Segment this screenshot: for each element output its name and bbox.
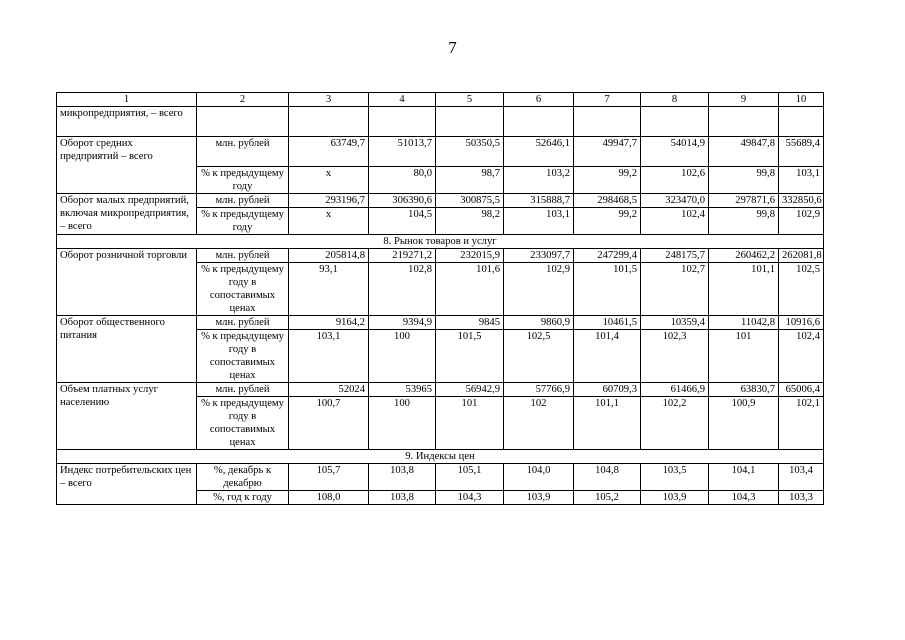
value-cell: 108,0 (289, 491, 369, 505)
value-cell: 248175,7 (641, 249, 709, 263)
table-row (57, 137, 824, 167)
value-cell (369, 107, 436, 137)
value-cell: 104,1 (709, 464, 779, 491)
unit-cell: % к предыдущему году (197, 208, 289, 235)
value-cell: 9394,9 (369, 316, 436, 330)
value-cell: 102,5 (504, 330, 574, 383)
value-cell: 102,2 (641, 397, 709, 450)
value-cell: 260462,2 (709, 249, 779, 263)
value-cell: 102,5 (779, 263, 824, 316)
value-cell: 11042,8 (709, 316, 779, 330)
value-cell: 102 (504, 397, 574, 450)
value-cell: 9860,9 (504, 316, 574, 330)
table-row (57, 316, 824, 330)
value-cell: 10359,4 (641, 316, 709, 330)
unit-cell: % к предыдущему году в сопоставимых ценах (197, 330, 289, 383)
value-cell: 102,7 (641, 263, 709, 316)
value-cell: 93,1 (289, 263, 369, 316)
value-cell: 53965 (369, 383, 436, 397)
value-cell (779, 107, 824, 137)
unit-cell: %, год к году (197, 491, 289, 505)
unit-cell: % к предыдущему году (197, 167, 289, 194)
value-cell: 61466,9 (641, 383, 709, 397)
value-cell: 99,8 (709, 167, 779, 194)
value-cell: 104,3 (709, 491, 779, 505)
header-cell: 4 (369, 93, 436, 107)
value-cell: 101,4 (574, 330, 641, 383)
value-cell: 56942,9 (436, 383, 504, 397)
value-cell: 102,4 (779, 330, 824, 383)
section-title: 9. Индексы цен (57, 450, 824, 464)
value-cell: 55689,4 (779, 137, 824, 167)
header-cell: 5 (436, 93, 504, 107)
unit-cell: млн. рублей (197, 137, 289, 167)
value-cell: 49947,7 (574, 137, 641, 167)
header-cell: 8 (641, 93, 709, 107)
section-row (57, 450, 824, 464)
value-cell: 49847,8 (709, 137, 779, 167)
value-cell: 219271,2 (369, 249, 436, 263)
value-cell: 105,1 (436, 464, 504, 491)
header-cell: 7 (574, 93, 641, 107)
value-cell: 101,1 (574, 397, 641, 450)
value-cell: 100,7 (289, 397, 369, 450)
value-cell: 104,0 (504, 464, 574, 491)
value-cell: 65006,4 (779, 383, 824, 397)
value-cell: 103,1 (504, 208, 574, 235)
value-cell: 103,5 (641, 464, 709, 491)
value-cell: 102,8 (369, 263, 436, 316)
value-cell: 262081,8 (779, 249, 824, 263)
value-cell: 105,7 (289, 464, 369, 491)
value-cell: 103,8 (369, 491, 436, 505)
value-cell: 104,8 (574, 464, 641, 491)
value-cell: 9164,2 (289, 316, 369, 330)
value-cell: 297871,6 (709, 194, 779, 208)
header-row (57, 93, 824, 107)
value-cell (504, 107, 574, 137)
value-cell: 102,4 (641, 208, 709, 235)
value-cell: 247299,4 (574, 249, 641, 263)
section-row (57, 235, 824, 249)
value-cell: 102,9 (504, 263, 574, 316)
value-cell: 101,6 (436, 263, 504, 316)
value-cell: 101,5 (574, 263, 641, 316)
value-cell: 293196,7 (289, 194, 369, 208)
value-cell (574, 107, 641, 137)
value-cell: 100 (369, 397, 436, 450)
value-cell: 102,9 (779, 208, 824, 235)
value-cell: 105,2 (574, 491, 641, 505)
value-cell: 10461,5 (574, 316, 641, 330)
header-cell: 6 (504, 93, 574, 107)
value-cell: 103,9 (641, 491, 709, 505)
value-cell: 101,1 (709, 263, 779, 316)
unit-cell: млн. рублей (197, 249, 289, 263)
value-cell: 104,3 (436, 491, 504, 505)
page-number: 7 (448, 38, 457, 57)
value-cell: 101 (436, 397, 504, 450)
value-cell: 233097,7 (504, 249, 574, 263)
value-cell: 205814,8 (289, 249, 369, 263)
indicator-cell: Оборот средних предприятий – всего (57, 137, 197, 194)
table-row (57, 249, 824, 263)
value-cell: 63830,7 (709, 383, 779, 397)
value-cell: 9845 (436, 316, 504, 330)
value-cell: 57766,9 (504, 383, 574, 397)
indicator-cell: Оборот малых предприятий, включая микропредприятия, – всего (57, 194, 197, 235)
value-cell: 332850,6 (779, 194, 824, 208)
table-row (57, 107, 824, 137)
value-cell: 50350,5 (436, 137, 504, 167)
value-cell: 63749,7 (289, 137, 369, 167)
section-title: 8. Рынок товаров и услуг (57, 235, 824, 249)
value-cell: х (289, 208, 369, 235)
value-cell: 80,0 (369, 167, 436, 194)
header-cell: 1 (57, 93, 197, 107)
value-cell: 103,3 (779, 491, 824, 505)
value-cell (709, 107, 779, 137)
value-cell: 99,8 (709, 208, 779, 235)
value-cell: 232015,9 (436, 249, 504, 263)
value-cell: 100,9 (709, 397, 779, 450)
value-cell: 103,4 (779, 464, 824, 491)
value-cell: 103,1 (289, 330, 369, 383)
value-cell: 315888,7 (504, 194, 574, 208)
unit-cell: % к предыдущему году в сопоставимых ценах (197, 263, 289, 316)
header-cell: 10 (779, 93, 824, 107)
value-cell (436, 107, 504, 137)
table-row (57, 383, 824, 397)
value-cell: 323470,0 (641, 194, 709, 208)
value-cell: х (289, 167, 369, 194)
value-cell: 306390,6 (369, 194, 436, 208)
table-row (57, 464, 824, 491)
unit-cell (197, 107, 289, 137)
indicator-cell: микропредприятия, – всего (57, 107, 197, 137)
header-cell: 9 (709, 93, 779, 107)
value-cell: 102,1 (779, 397, 824, 450)
value-cell: 103,1 (779, 167, 824, 194)
value-cell: 103,9 (504, 491, 574, 505)
value-cell: 52024 (289, 383, 369, 397)
header-cell: 2 (197, 93, 289, 107)
value-cell: 102,3 (641, 330, 709, 383)
indicator-cell: Оборот общественного питания (57, 316, 197, 383)
value-cell: 60709,3 (574, 383, 641, 397)
indicator-cell: Объем платных услуг населению (57, 383, 197, 450)
value-cell: 54014,9 (641, 137, 709, 167)
value-cell: 101,5 (436, 330, 504, 383)
unit-cell: %, декабрь к декабрю (197, 464, 289, 491)
indicator-cell: Оборот розничной торговли (57, 249, 197, 316)
header-cell: 3 (289, 93, 369, 107)
value-cell: 102,6 (641, 167, 709, 194)
value-cell: 51013,7 (369, 137, 436, 167)
value-cell: 99,2 (574, 208, 641, 235)
value-cell: 103,8 (369, 464, 436, 491)
value-cell: 99,2 (574, 167, 641, 194)
table-row (57, 194, 824, 208)
indicator-cell: Индекс потребительских цен – всего (57, 464, 197, 505)
unit-cell: млн. рублей (197, 383, 289, 397)
value-cell: 98,2 (436, 208, 504, 235)
unit-cell: млн. рублей (197, 194, 289, 208)
value-cell: 100 (369, 330, 436, 383)
statistics-table (56, 92, 824, 505)
value-cell: 52646,1 (504, 137, 574, 167)
value-cell: 298468,5 (574, 194, 641, 208)
unit-cell: млн. рублей (197, 316, 289, 330)
value-cell (289, 107, 369, 137)
unit-cell: % к предыдущему году в сопоставимых ценах (197, 397, 289, 450)
value-cell: 101 (709, 330, 779, 383)
value-cell: 300875,5 (436, 194, 504, 208)
value-cell: 103,2 (504, 167, 574, 194)
value-cell: 98,7 (436, 167, 504, 194)
value-cell (641, 107, 709, 137)
value-cell: 104,5 (369, 208, 436, 235)
value-cell: 10916,6 (779, 316, 824, 330)
